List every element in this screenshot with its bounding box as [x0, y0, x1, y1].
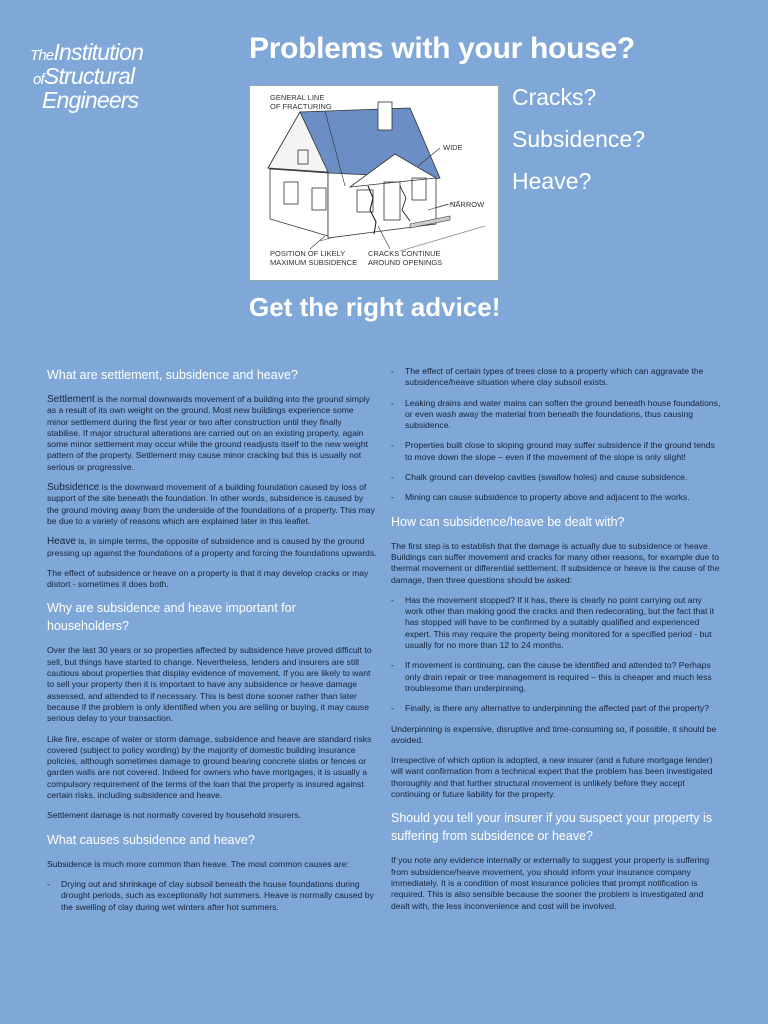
logo-engineers: Engineers — [42, 87, 139, 113]
house-crack-illustration — [249, 85, 499, 281]
label-narrow: NARROW — [450, 200, 485, 209]
question-movement-continuing: - If movement is continuing, can the cause be identified and attended to? Perhaps only drain repair or tree management is required – this is cheaper and much less troublesome than underpinning. — [391, 660, 721, 694]
cause-chalk: - Chalk ground can develop cavities (swallow holes) and cause subsidence. — [391, 472, 721, 483]
house-diagram — [250, 86, 498, 280]
label-cracks-2: AROUND OPENINGS — [368, 258, 443, 267]
heave-paragraph: Heave is, in simple terms, the opposite of subsidence and is caused by the ground pressing up against the foundations of a property and forcing the foundations upwards. — [47, 536, 377, 558]
insurer-confirmation-paragraph: Irrespective of which option is adopted, a new insurer (and a future mortgage lender) will want confirmation from a technical expert that the problem has been investigated thoroughly and that further structural movement is unlikely before they accept continuing or future liability for the property. — [391, 755, 713, 800]
right-column — [391, 366, 721, 921]
causes-list — [47, 879, 377, 913]
cause-clay-drying: - Drying out and shrinkage of clay subsoil beneath the house foundations during drought periods, such as exceptionally hot summers. Heave is normally caused by the swelling of clay during wet winters after hot summers. — [47, 879, 377, 913]
underpinning-paragraph: Underpinning is expensive, disruptive and time-consuming so, if possible, it should be avoided. — [391, 723, 717, 745]
questions-list — [512, 80, 645, 206]
heading-tell-insurer: Should you tell your insurer if you suspect your property is suffering from subsidence or heave? — [391, 811, 712, 844]
label-cracks-1: CRACKS CONTINUE — [368, 249, 441, 258]
heading-causes: What causes subsidence and heave? — [47, 832, 255, 847]
causes-list-continued — [391, 366, 721, 504]
subsidence-paragraph: Subsidence is the downward movement of a building foundation caused by loss of support of the site beneath the foundation. In other words, subsidence is caused by the ground moving away from the underside of the foundations of a property. This may be due to a variety of reasons which are explained later in this leaflet. — [47, 482, 375, 526]
left-column — [47, 366, 377, 922]
label-subsidence-2: MAXIMUM SUBSIDENCE — [270, 258, 358, 267]
importance-paragraph: Over the last 30 years or so properties affected by subsidence have proved difficult to sell, but things have started to change. Nevertheless, lenders and insurers are still cautious about properties that display evidence of movement. If you are likely to want to sell your property then it is important to have any subsidence or heave damage assessed, and attended to if necessary. This is best done sooner rather than later because if the problem is only identified when you are selling or buying, it may cause serious delay to your transaction. — [47, 645, 372, 724]
logo-of: of — [33, 71, 44, 88]
first-step-paragraph: The first step is to establish that the damage is actually due to subsidence or heave. Buildings can suffer movement and cracks for many other reasons, for example due to thermal movement or differential settlement. If subsidence or heave is the cause of the damage, then three questions should be asked: — [391, 540, 720, 585]
cause-drains: - Leaking drains and water mains can soften the ground beneath house foundations, or even wash away the material from beneath the foundations, thus causing subsidence. — [391, 398, 721, 432]
question-subsidence: Subsidence? — [512, 126, 645, 152]
question-movement-stopped: - Has the movement stopped? If it has, there is clearly no point carrying out any work other than making good the cracks and then redecorating, but the fact that it has stopped will have to be confirmed by a suitably qualified and experienced expert. This may require the property being monitored for a specified period - but usually for no more than 12 to 24 months. — [391, 595, 721, 651]
cause-mining: - Mining can cause subsidence to property above and adjacent to the works. — [391, 492, 721, 503]
effect-paragraph: The effect of subsidence or heave on a property is that it may develop cracks or may distort - sometimes it does both. — [47, 567, 369, 590]
insurance-paragraph: Like fire, escape of water or storm damage, subsidence and heave are standard risks covered (subject to policy wording) by the majority of domestic building insurance policies, although sometimes damage to ground bearing concrete slabs or fences or garden walls are not covered. Indeed for owners who have mortgages, it is usually a compulsory requirement of the terms of the loan that the property is insured against certain risks, including subsidence and heave. — [47, 733, 372, 801]
term-subsidence: Subsidence — [47, 482, 100, 494]
settlement-damage-paragraph: Settlement damage is not normally covered by household insurers. — [47, 810, 302, 821]
heading-what-are: What are settlement, subsidence and heave? — [47, 368, 298, 382]
logo-structural: Structural — [43, 63, 135, 89]
label-subsidence-1: POSITION OF LIKELY — [270, 249, 346, 258]
settlement-paragraph: Settlement is the normal downwards movement of a building into the ground simply as a result of its own weight on the ground. Most new buildings experience some minor settlement during the first year or two after construction until they finally stabilise. If major structural alterations are carried out on an existing property, again some minor settlement may occur while the ground readjusts itself to the new weight pattern of the property. Settlement may cause minor cracking but this is usually not serious or progressive. — [47, 394, 370, 472]
question-heave: Heave? — [512, 168, 592, 194]
label-fracturing-2: OF FRACTURING — [270, 102, 332, 111]
questions-to-ask — [391, 595, 721, 715]
institution-logo — [30, 39, 144, 113]
question-cracks: Cracks? — [512, 84, 597, 110]
cause-trees: - The effect of certain types of trees close to a property which can aggravate the subsidence/heave situation where clay subsoil exists. — [391, 366, 721, 389]
tell-insurer-paragraph: If you note any evidence internally or externally to suggest your property is suffering from subsidence/heave movement, you should inform your insurance company immediately. It is a condition of most insurance policies that prompt notification is required. This is also sensible because the sooner the problem is investigated and dealt with, the less inconvenience and cost will be involved. — [391, 855, 709, 911]
term-heave: Heave — [47, 536, 76, 548]
logo-the: The — [30, 47, 54, 64]
heading-dealt-with: How can subsidence/heave be dealt with? — [391, 514, 625, 529]
advice-heading: Get the right advice! — [249, 292, 501, 322]
term-settlement: Settlement — [47, 394, 95, 405]
page-title: Problems with your house? — [249, 32, 635, 65]
cause-slopes: - Properties built close to sloping ground may suffer subsidence if the ground tends to move down the slope – even if the movement of the slope is only slight! — [391, 440, 721, 463]
logo-institution: Institution — [53, 39, 144, 65]
causes-intro: Subsidence is much more common than heave. The most common causes are: — [47, 858, 349, 869]
label-fracturing-1: GENERAL LINE — [270, 93, 325, 102]
label-wide: WIDE — [443, 143, 463, 152]
question-alternative: - Finally, is there any alternative to underpinning the affected part of the property? — [391, 703, 721, 714]
heading-why-important: Why are subsidence and heave important for householders? — [47, 601, 296, 634]
